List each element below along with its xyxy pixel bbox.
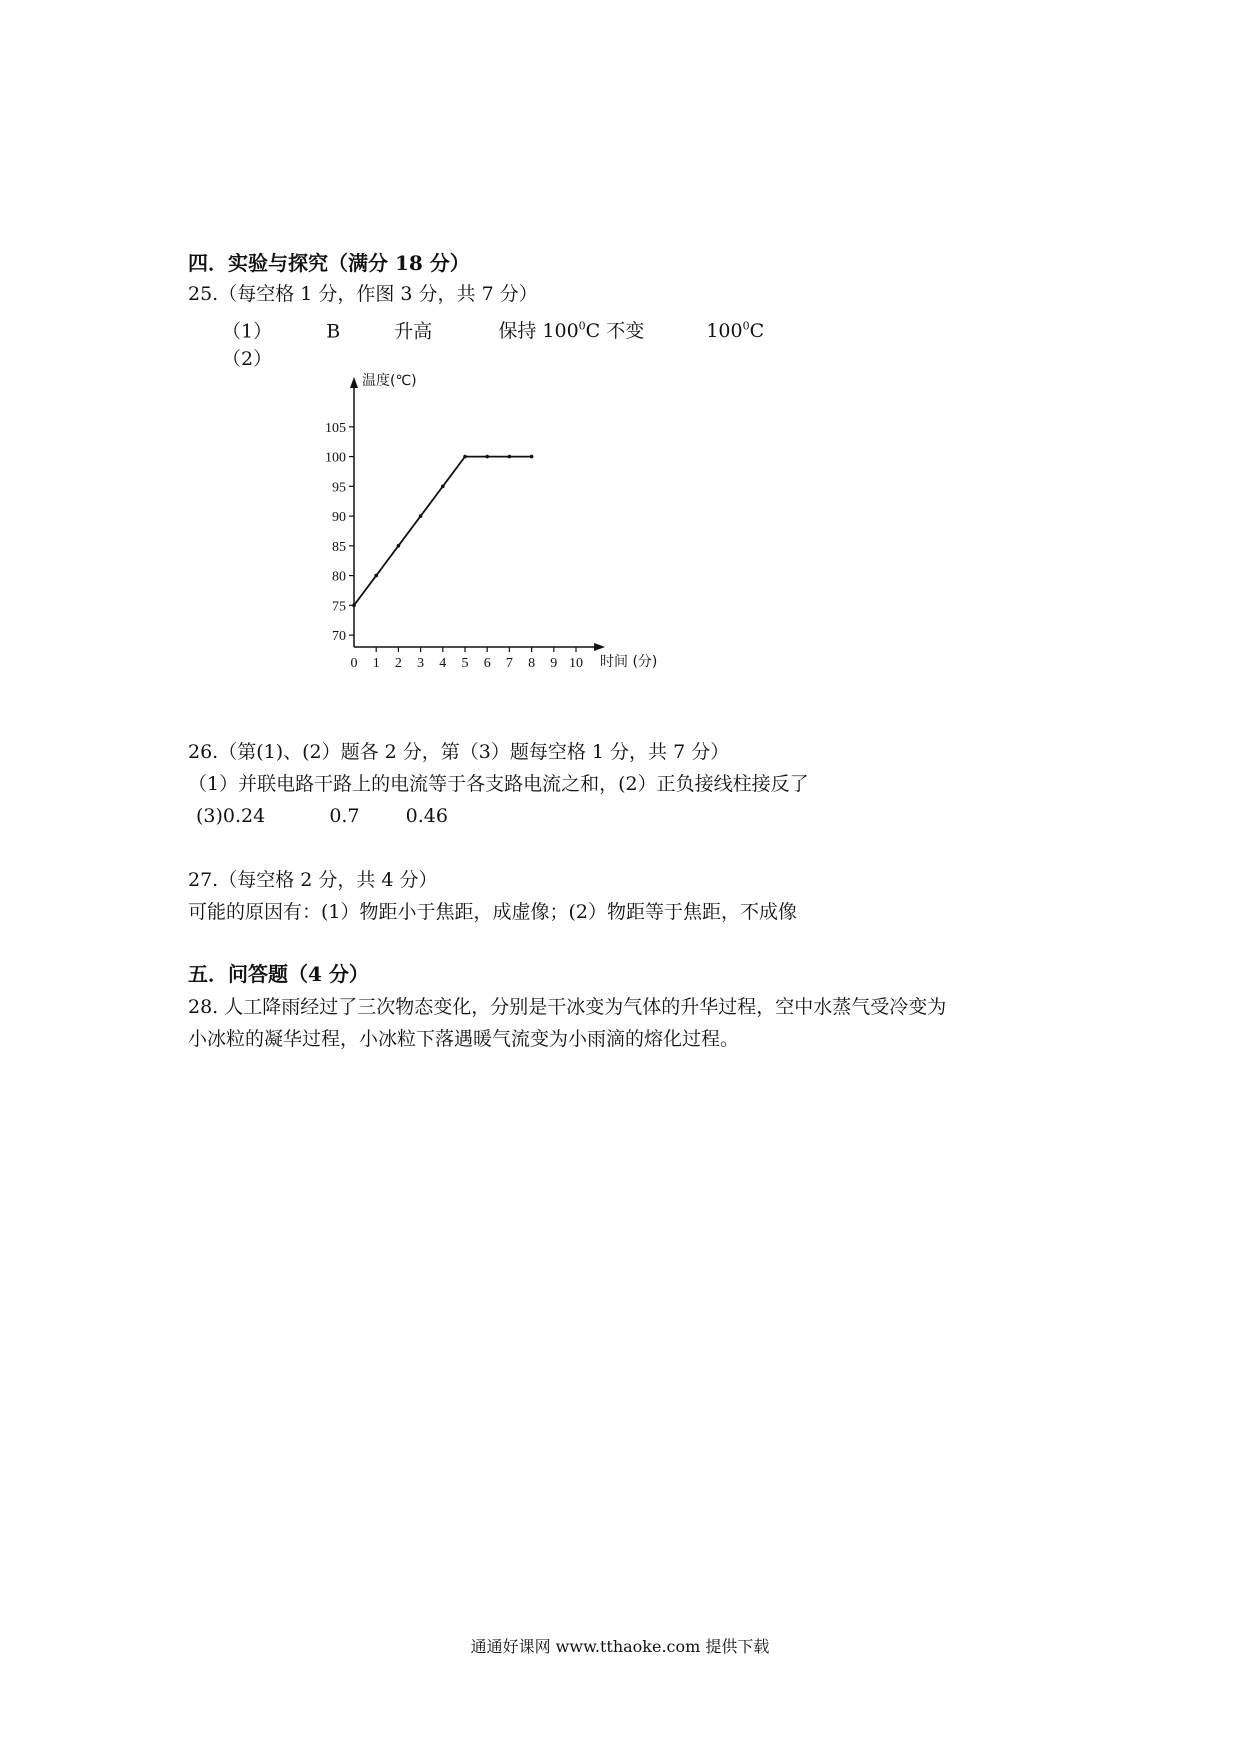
- x-tick-label: 0: [350, 656, 358, 671]
- y-axis-label: 温度(℃): [362, 373, 417, 389]
- footer: 通通好课网 www.tthaoke.com 提供下载: [470, 1637, 770, 1656]
- x-tick-label: 8: [528, 656, 536, 671]
- y-tick-label: 85: [332, 539, 346, 555]
- series-line: [354, 457, 532, 606]
- x-tick-label: 4: [439, 656, 447, 671]
- temperature-chart: [320, 365, 680, 680]
- y-tick-label: 105: [325, 420, 346, 436]
- data-point: [397, 544, 401, 548]
- data-point: [441, 485, 445, 489]
- y-tick-label: 95: [332, 480, 346, 496]
- y-tick-label: 70: [332, 629, 346, 645]
- q25-part2-label: （2）: [222, 348, 273, 370]
- x-tick-label: 9: [550, 656, 558, 671]
- x-tick-label: 2: [394, 656, 402, 671]
- x-axis-label: 时间 (分): [600, 654, 658, 670]
- q25-header: 25.（每空格 1 分，作图 3 分，共 7 分）: [188, 283, 538, 305]
- q27-header: 27.（每空格 2 分，共 4 分）: [188, 869, 438, 891]
- x-tick-label: 1: [372, 656, 380, 671]
- q25-part1-label: （1）: [222, 320, 273, 343]
- section5-title: 五．问答题（4 分）: [188, 962, 369, 986]
- data-point: [508, 455, 512, 459]
- section4-title: 四．实验与探究（满分 18 分）: [188, 251, 470, 275]
- x-tick-label: 3: [417, 656, 425, 671]
- y-tick-label: 100: [325, 450, 346, 466]
- data-point: [485, 455, 489, 459]
- q26-answers: [196, 804, 448, 828]
- q26-answer-1: (3)0.24: [196, 805, 266, 827]
- q28-line2: 小冰粒的凝华过程，小冰粒下落遇暖气流变为小雨滴的熔化过程。: [188, 1028, 740, 1050]
- q25-answer-boil: $100^0C$: [706, 320, 765, 343]
- y-tick-label: 90: [332, 510, 346, 526]
- x-tick-label: 10: [569, 656, 583, 671]
- x-axis-arrow: [594, 643, 605, 651]
- q25-answer-rise: 升高: [394, 320, 433, 343]
- data-point: [419, 514, 423, 518]
- q26-line1: （1）并联电路干路上的电流等于各支路电流之和，(2）正负接线柱接反了: [188, 773, 809, 795]
- x-tick-label: 6: [483, 656, 491, 671]
- q26-answer-2: 0.7: [329, 805, 360, 827]
- x-tick-label: 7: [505, 656, 513, 671]
- data-point: [374, 574, 378, 578]
- x-tick-label: 5: [461, 656, 469, 671]
- q26-header: 26.（第(1)、(2）题各 2 分，第（3）题每空格 1 分，共 7 分）: [188, 741, 730, 763]
- q27-line1: 可能的原因有：(1）物距小于焦距，成虚像；(2）物距等于焦距，不成像: [188, 901, 798, 923]
- q28-line1: 28. 人工降雨经过了三次物态变化，分别是干冰变为气体的升华过程，空中水蒸气受冷变为: [188, 996, 947, 1018]
- data-point: [463, 455, 467, 459]
- y-tick-label: 75: [332, 599, 346, 615]
- data-point: [352, 604, 356, 608]
- q25-answer-keep: 保持 $100^0C$ 不变: [498, 320, 645, 343]
- data-point: [530, 455, 534, 459]
- q25-part1: [222, 315, 764, 343]
- q25-answer-b: B: [326, 320, 341, 343]
- y-tick-label: 80: [332, 569, 346, 585]
- q26-answer-3: 0.46: [405, 805, 448, 827]
- y-axis-arrow: [350, 377, 358, 388]
